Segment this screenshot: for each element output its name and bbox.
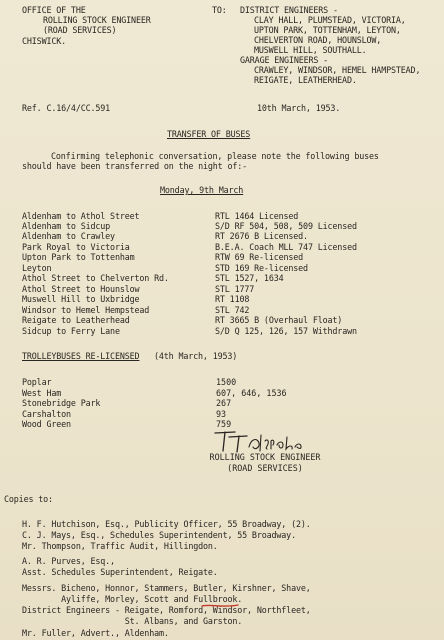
trolleybus-depot: Poplar [22, 377, 52, 387]
transfer-route: Aldenham to Athol Street [22, 211, 140, 221]
transfer-route: Athol Street to Chelverton Rd. [22, 273, 169, 283]
transfer-route: Reigate to Leatherhead [22, 315, 130, 325]
memo-title: TRANSFER OF BUSES [167, 129, 251, 139]
trolleybus-numbers: 267 [216, 398, 232, 408]
transfer-vehicles: STL 1527, 1634 [215, 273, 284, 283]
trolleybus-row [0, 388, 444, 398]
intro-line-2: should have been transferred on the night of:- [22, 161, 248, 171]
transfer-route: Park Royal to Victoria [22, 242, 130, 252]
from-line-1: OFFICE OF THE [22, 5, 86, 15]
copy-recipient: A. R. Purves, Esq., [22, 556, 115, 566]
transfer-vehicles: STL 742 [215, 305, 250, 315]
to-line-3: UPTON PARK, TOTTENHAM, LEYTON, [254, 25, 401, 35]
transfer-row [0, 221, 444, 231]
transfer-row [0, 263, 444, 273]
trolleybus-numbers: 93 [216, 409, 227, 419]
copy-recipient: Messrs. Bicheno, Honnor, Stammers, Butler, Kirshner, Shave, [22, 583, 311, 593]
trolleybus-heading: TROLLEYBUSES RE-LICENSED [22, 351, 140, 361]
from-line-3: (ROAD SERVICES) [43, 25, 117, 35]
transfer-row [0, 305, 444, 315]
copies-label: Copies to: [4, 494, 53, 504]
to-label: TO: [212, 5, 227, 15]
transfer-row [0, 273, 444, 283]
transfer-vehicles: STD 169 Re-licensed [215, 263, 308, 273]
signature-subtitle: (ROAD SERVICES) [227, 463, 303, 473]
to-line-5: MUSWELL HILL, SOUTHALL. [254, 45, 367, 55]
transfer-row [0, 211, 444, 221]
copy-recipient: Mr. Thompson, Traffic Audit, Hillingdon. [22, 541, 218, 551]
trolleybus-row [0, 377, 444, 387]
transfer-vehicles: S/D RF 504, 508, 509 Licensed [215, 221, 357, 231]
transfer-row [0, 315, 444, 325]
transfer-vehicles: RTL 1464 Licensed [215, 211, 299, 221]
trolleybus-numbers: 607, 646, 1536 [216, 388, 287, 398]
transfer-vehicles: RT 1108 [215, 294, 250, 304]
transfer-route: Sidcup to Ferry Lane [22, 326, 120, 336]
memo-date: 10th March, 1953. [257, 103, 341, 113]
trolleybus-row [0, 398, 444, 408]
copy-recipient: C. J. Mays, Esq., Schedules Superintendent, 55 Broadway. [22, 530, 296, 540]
transfer-route: Aldenham to Crawley [22, 231, 115, 241]
transfer-row [0, 326, 444, 336]
to-line-8: REIGATE, LEATHERHEAD. [254, 75, 357, 85]
copy-recipient: H. F. Hutchison, Esq., Publicity Officer, 55 Broadway, (2). [22, 519, 311, 529]
to-line-7: CRAWLEY, WINDSOR, HEMEL HAMPSTEAD, [254, 65, 421, 75]
copy-recipient: District Engineers - Reigate, Romford, Windsor, Northfleet, [22, 605, 311, 615]
reference: Ref. C.16/4/CC.591 [22, 103, 111, 113]
transfer-vehicles: S/D Q 125, 126, 157 Withdrawn [215, 326, 357, 336]
transfer-route: Muswell Hill to Uxbridge [22, 294, 140, 304]
trolleybus-date: (4th March, 1953) [154, 351, 238, 361]
trolleybus-depot: West Ham [22, 388, 62, 398]
copy-recipient: St. Albans, and Garston. [22, 616, 243, 626]
intro-line-1: Confirming telephonic conversation, please note the following buses [51, 151, 379, 161]
transfer-vehicles: RT 2676 B Licensed. [215, 231, 308, 241]
transfer-route: Aldenham to Sidcup [22, 221, 111, 231]
transfer-row [0, 294, 444, 304]
transfer-route: Athol Street to Hounslow [22, 284, 140, 294]
signature-title: ROLLING STOCK ENGINEER [209, 452, 321, 462]
copy-recipient: Asst. Schedules Superintendent, Reigate. [22, 567, 218, 577]
trolleybus-numbers: 1500 [216, 377, 237, 387]
transfer-vehicles: RTW 69 Re-licensed [215, 252, 304, 262]
to-line-4: CHELVERTON ROAD, HOUNSLOW, [254, 35, 382, 45]
trolleybus-row [0, 409, 444, 419]
from-line-4: CHISWICK. [22, 36, 67, 46]
trolleybus-depot: Wood Green [22, 419, 71, 429]
trolleybus-depot: Stonebridge Park [22, 398, 101, 408]
to-line-1: DISTRICT ENGINEERS - [240, 5, 338, 15]
transfer-route: Windsor to Hemel Hempstead [22, 305, 150, 315]
transfer-vehicles: STL 1777 [215, 284, 255, 294]
transfer-row [0, 252, 444, 262]
trolleybus-numbers: 759 [216, 419, 232, 429]
copy-recipient: Ayliffe, Morley, Scott and Fullbrook. [22, 594, 243, 604]
transfer-route: Leyton [22, 263, 52, 273]
transfer-route: Upton Park to Tottenham [22, 252, 135, 262]
red-pencil-mark [200, 603, 240, 609]
transfer-vehicles: B.E.A. Coach MLL 747 Licensed [215, 242, 357, 252]
transfer-row [0, 231, 444, 241]
copy-recipient: Mr. Fuller, Advert., Aldenham. [22, 628, 169, 638]
from-line-2: ROLLING STOCK ENGINEER [43, 15, 151, 25]
transfer-vehicles: RT 3665 B (Overhaul Float) [215, 315, 343, 325]
trolleybus-depot: Carshalton [22, 409, 71, 419]
monday-heading: Monday, 9th March [160, 185, 244, 195]
transfer-row [0, 284, 444, 294]
to-line-2: CLAY HALL, PLUMSTEAD, VICTORIA, [254, 15, 406, 25]
transfer-row [0, 242, 444, 252]
to-line-6: GARAGE ENGINEERS - [240, 55, 329, 65]
